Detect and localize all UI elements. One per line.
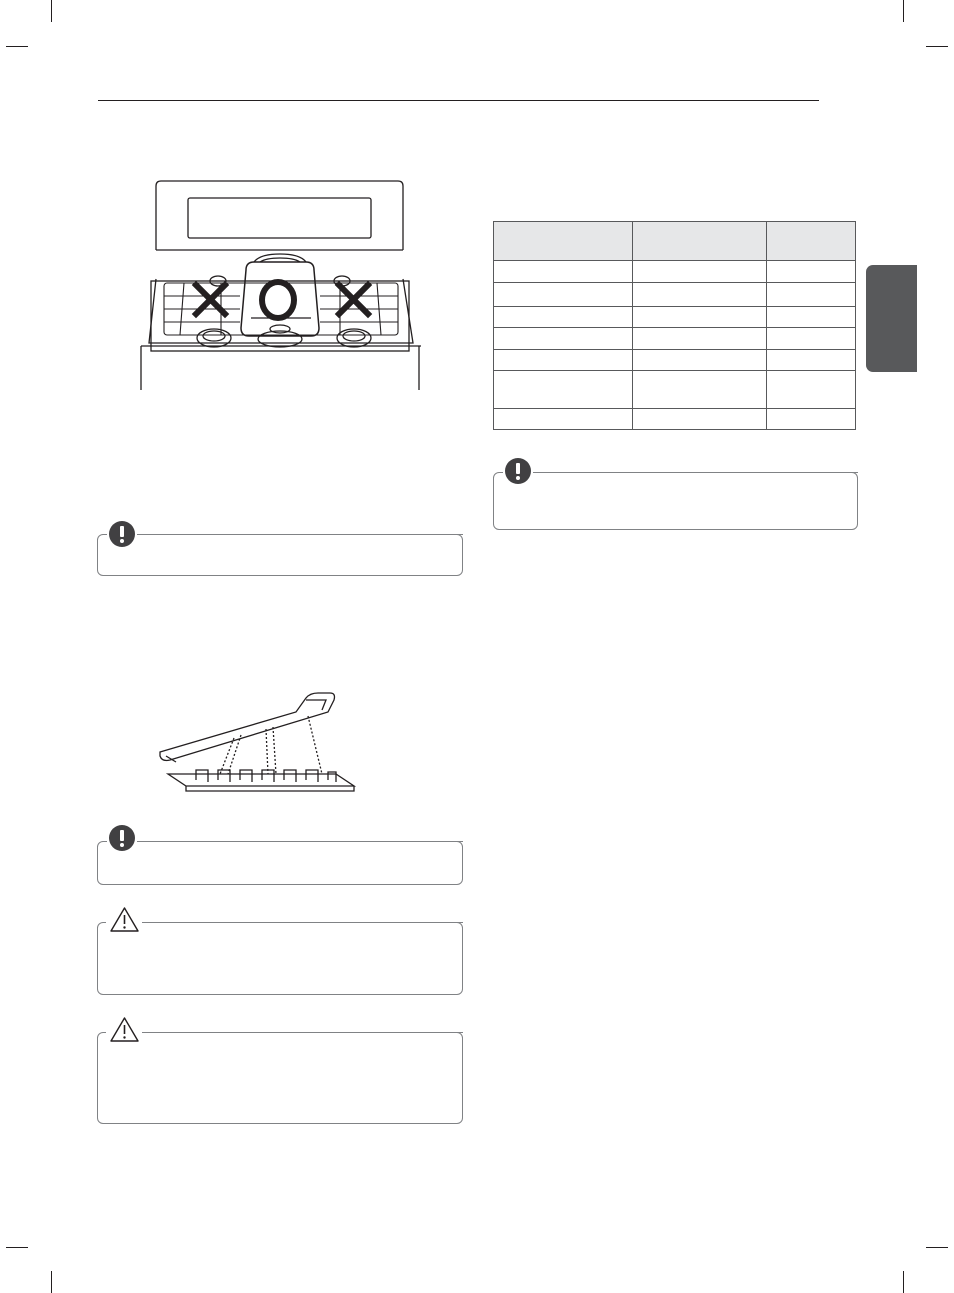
note-rule [196, 534, 463, 535]
warning-box [97, 1032, 463, 1124]
crop-mark [6, 1247, 28, 1248]
table-cell [494, 349, 633, 370]
not-allowed-x-icon [339, 285, 368, 314]
exclamation-icon [109, 825, 135, 851]
table-cell [632, 370, 767, 408]
table-header-cell [767, 222, 856, 261]
note-rule [592, 472, 858, 473]
note-box [493, 472, 858, 530]
crop-mark [926, 1247, 948, 1248]
table-cell [767, 408, 856, 429]
table-cell [632, 261, 767, 283]
cooktop-griddle-figure [136, 178, 426, 392]
crop-mark [51, 1271, 52, 1293]
table-cell [632, 283, 767, 307]
table-row [494, 328, 856, 349]
table-cell [494, 307, 633, 328]
table-cell [767, 283, 856, 307]
table-header-cell [632, 222, 767, 261]
table-row [494, 408, 856, 429]
warning-rule [278, 1032, 463, 1033]
table-cell [632, 307, 767, 328]
table-cell [632, 349, 767, 370]
table-cell [767, 307, 856, 328]
crop-mark [903, 0, 904, 22]
table-cell [767, 328, 856, 349]
table-row [494, 349, 856, 370]
table-header-cell [494, 222, 633, 261]
table-cell [494, 370, 633, 408]
table-header-row [494, 222, 856, 261]
table-row [494, 307, 856, 328]
table-cell [494, 408, 633, 429]
section-tab[interactable] [866, 265, 917, 372]
table-row [494, 261, 856, 283]
crop-mark [51, 0, 52, 22]
warning-box [97, 922, 463, 995]
spec-table [493, 221, 856, 430]
crop-mark [903, 1271, 904, 1293]
table-cell [767, 349, 856, 370]
table-cell [494, 283, 633, 307]
note-box [97, 841, 463, 885]
table-cell [494, 261, 633, 283]
crop-mark [926, 46, 948, 47]
crop-mark [6, 46, 28, 47]
exclamation-icon [109, 521, 135, 547]
warning-triangle-icon [109, 1016, 140, 1043]
table-cell [632, 408, 767, 429]
exclamation-icon [505, 458, 531, 484]
note-box [97, 534, 463, 576]
table-cell [632, 328, 767, 349]
header-rule [98, 100, 819, 101]
note-rule [196, 841, 463, 842]
warning-triangle-icon [109, 906, 140, 933]
table-cell [767, 370, 856, 408]
griddle-on-grate-figure [156, 690, 362, 796]
allowed-circle-icon [262, 282, 294, 318]
table-row [494, 283, 856, 307]
table-row [494, 370, 856, 408]
table-cell [494, 328, 633, 349]
table-cell [767, 261, 856, 283]
warning-rule [278, 922, 463, 923]
